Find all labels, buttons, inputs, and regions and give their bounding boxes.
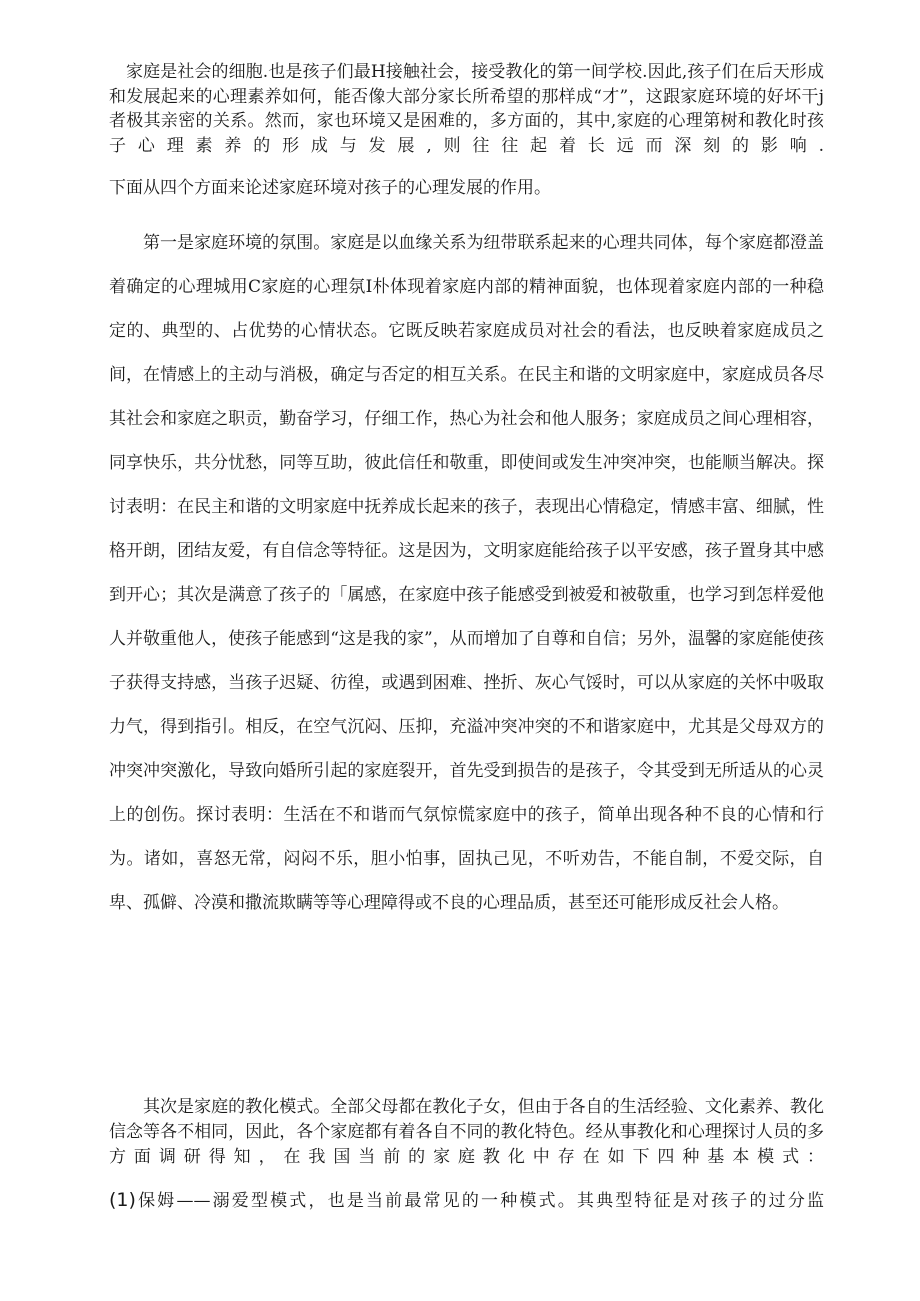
intro-paragraph: 家庭是社会的细胞.也是孩子们最H接触社会，接受教化的第一间学校.因此,孩子们在后天形成和发展起来的心理素养如何，能否像大部分家长所希望的那样成“才”，这跟家庭环境的好坏干j者极其亲密的关系。然而，家也环境又是困难的，多方面的，其中,家庭的心理第树和教化时孩子心理素养的形成与发展,则往往起着长远而深刻的影响. [109, 62, 824, 156]
list-item-number: (1) [109, 1189, 136, 1211]
list-item [109, 1186, 824, 1215]
list-item-text: 保姆——溺爱型模式，也是当前最常见的一种模式。其典型特征是对孩子的过分监 [135, 1191, 824, 1211]
overview-paragraph: 下面从四个方面来论述家庭环境对孩子的心理发展的作用。 [109, 178, 551, 198]
family-atmosphere-paragraph: 第一是家庭环境的氛围。家庭是以血缘关系为纽带联系起来的心理共同体，每个家庭都澄盖着确定的心理城用C家庭的心理氛I朴体现着家庭内部的精神面貌，也体现着家庭内部的一种稳定的、典型的、占优势的心情状态。它既反映若家庭成员对社会的看法，也反映着家庭成员之间，在情感上的主动与消极，确定与否定的相互关系。在民主和谐的文明家庭中，家庭成员各尽其社会和家庭之职贡，勤奋学习，仔细工作，热心为社会和他人服务；家庭成员之间心理相容，同享快乐，共分忧愁，同等互助，彼此信任和敬重，即使间或发生冲突冲突，也能顺当解决。探讨表明：在民主和谐的文明家庭中抚养成长起来的孩子，表现出心情稳定，情感丰富、细腻，性格开朗，团结友爱，有自信念等特征。这是因为，文明家庭能给孩子以平安感，孩子置身其中感到开心；其次是满意了孩子的「属感，在家庭中孩子能感受到被爱和被敬重，也学习到怎样爱他人并敬重他人，使孩子能感到“这是我的家”，从而增加了自尊和自信；另外，温馨的家庭能使孩子获得支持感，当孩子迟疑、彷徨，或遇到困难、挫折、灰心气馁时，可以从家庭的关怀中吸取力气，得到指引。相反，在空气沉闷、压抑，充溢冲突冲突的不和谐家庭中，尤其是父母双方的冲突冲突激化，导致向婚所引起的家庭裂开，首先受到损告的是孩子，令其受到无所适从的心灵上的创伤。探讨表明：生活在不和谐而气氛惊慌家庭中的孩子，简单出现各种不良的心情和行为。诸如，喜怒无常，闷闷不乐，胆小怕事，固执己见，不听劝告，不能自制，不爱交际，自卑、孤僻、冷漠和撒流欺瞒等等心理障得或不良的心理品质，甚至还可能形成反社会人格。 [109, 233, 824, 913]
education-mode-paragraph: 其次是家庭的教化模式。全部父母都在教化子女，但由于各自的生活经验、文化素养、教化信念等各不相同，因此，各个家庭都有着各自不同的教化特色。经从事教化和心理探讨人员的多方面调研得知，在我国当前的家庭教化中存在如下四种基本模式： [109, 1097, 824, 1167]
